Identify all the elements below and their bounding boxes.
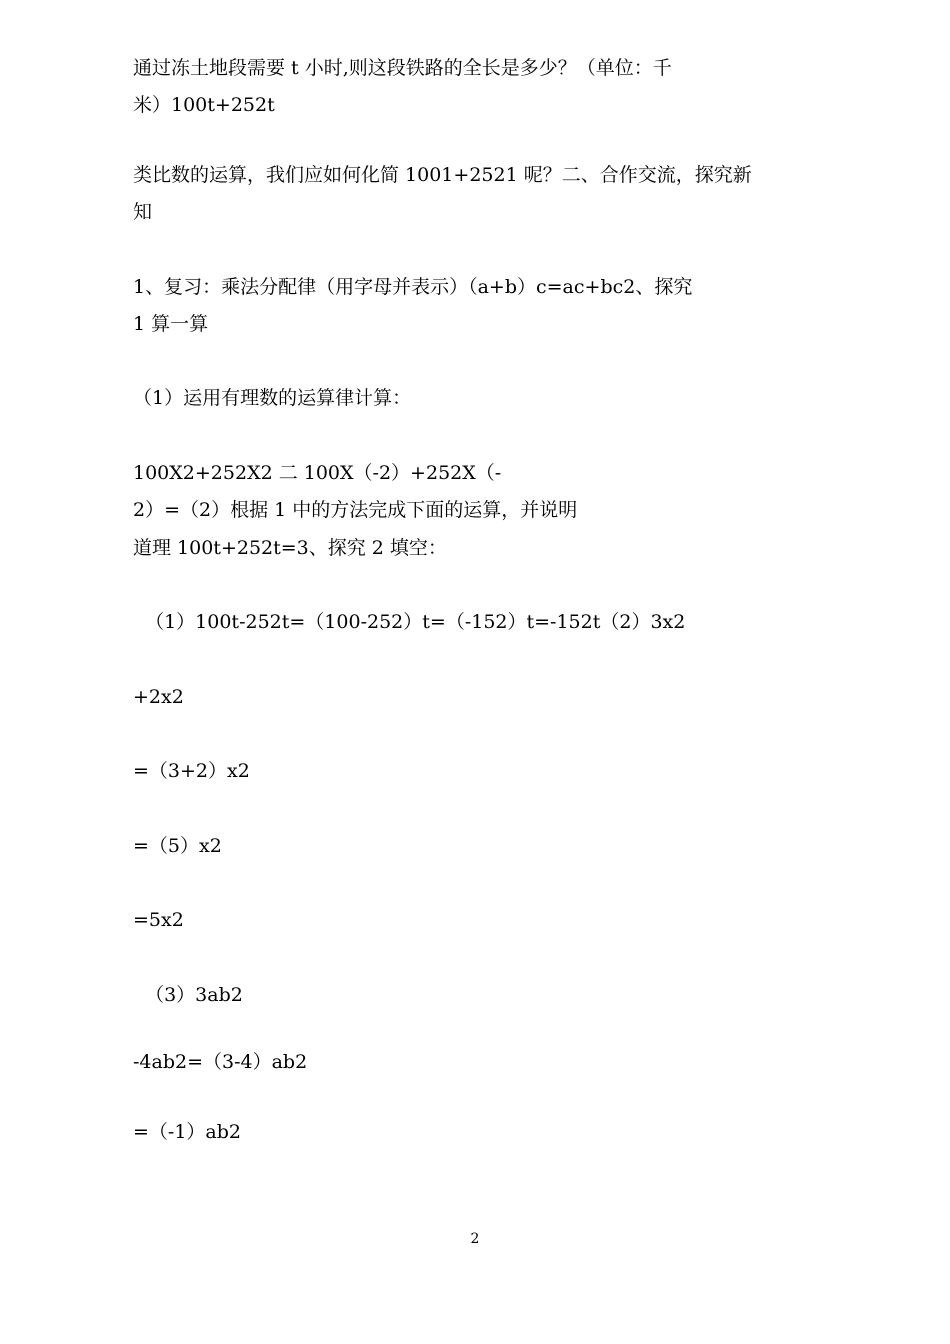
text-line-8: 100X2+252X2 二 100X（-2）+252X（-: [133, 462, 502, 484]
text-line-4: 知: [133, 201, 153, 223]
text-line-10: 道理 100t+252t=3、探究 2 填空：: [133, 537, 447, 559]
text-line-12: +2x2: [133, 686, 184, 708]
text-line-1: 通过冻土地段需要 t 小时,则这段铁路的全长是多少？（单位：千: [133, 57, 672, 79]
text-line-15: =5x2: [133, 909, 184, 931]
text-line-11: （1）100t-252t=（100-252）t=（-152）t=-152t（2）3x2: [133, 611, 686, 633]
text-line-18: =（-1）ab2: [133, 1121, 242, 1143]
text-line-6: 1 算一算: [133, 313, 209, 335]
text-line-3: 类比数的运算，我们应如何化简 1001+2521 呢？二、合作交流，探究新: [133, 164, 752, 186]
text-line-14: =（5）x2: [133, 835, 222, 857]
text-line-5: 1、复习：乘法分配律（用字母并表示）（a+b）c=ac+bc2、探究: [133, 276, 693, 298]
text-line-16: （3）3ab2: [133, 984, 243, 1006]
text-line-17: -4ab2=（3-4）ab2: [133, 1051, 308, 1073]
text-line-7: （1）运用有理数的运算律计算：: [133, 387, 412, 409]
text-line-13: =（3+2）x2: [133, 760, 250, 782]
page-number: 2: [470, 1231, 480, 1247]
text-line-9: 2）=（2）根据 1 中的方法完成下面的运算，并说明: [133, 499, 578, 521]
text-line-2: 米）100t+252t: [133, 94, 275, 116]
